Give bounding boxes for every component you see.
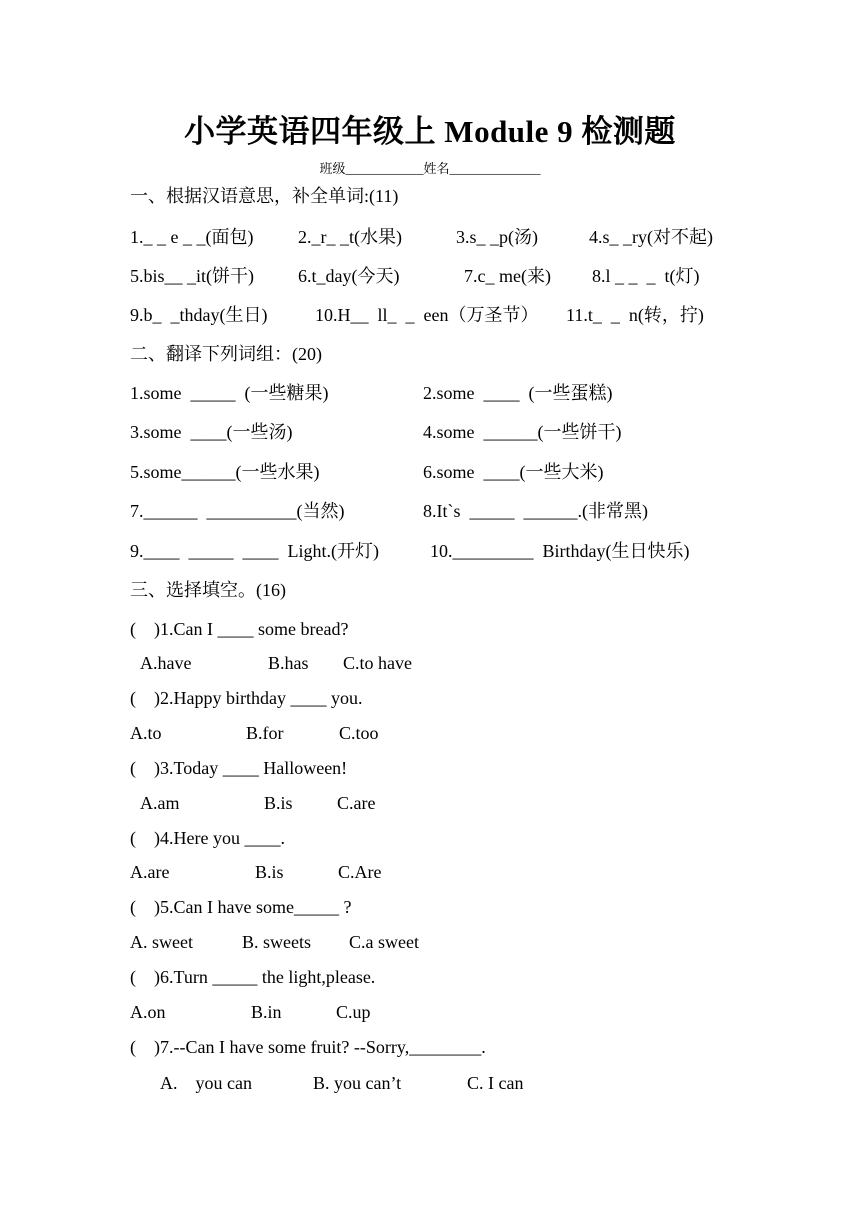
- s2-item-7: 7.______ __________(当然): [130, 501, 345, 521]
- s2-item-8: 8.It`s _____ ______.(非常黑): [423, 501, 648, 521]
- s2-item-6: 6.some ____(一些大米): [423, 462, 604, 482]
- s2-item-1: 1.some _____ (一些糖果): [130, 383, 329, 403]
- q5-option-a: A. sweet: [130, 932, 193, 952]
- s1-item-3: 3.s_ _p(汤): [456, 227, 538, 247]
- class-name-line: 班级____________姓名______________: [319, 161, 541, 176]
- section2-heading: 二、翻译下列词组：(20): [130, 344, 322, 364]
- s1-item-11: 11.t_ _ n(转，拧): [566, 305, 704, 325]
- question-3: ( )3.Today ____ Halloween!: [130, 758, 348, 778]
- q2-option-b: B.for: [246, 723, 284, 743]
- question-7: ( )7.--Can I have some fruit? --Sorry,________.: [130, 1037, 486, 1057]
- q4-option-c: C.Are: [338, 862, 382, 882]
- q6-option-c: C.up: [336, 1002, 371, 1022]
- s1-item-2: 2._r_ _t(水果): [298, 227, 402, 247]
- q6-option-b: B.in: [251, 1002, 282, 1022]
- q1-option-c: C.to have: [343, 653, 412, 673]
- q5-option-b: B. sweets: [242, 932, 311, 952]
- q3-option-c: C.are: [337, 793, 376, 813]
- q4-option-b: B.is: [255, 862, 284, 882]
- q2-option-a: A.to: [130, 723, 162, 743]
- s2-item-5: 5.some______(一些水果): [130, 462, 320, 482]
- question-5: ( )5.Can I have some_____ ?: [130, 897, 352, 917]
- q3-option-a: A.am: [140, 793, 180, 813]
- section3-heading: 三、选择填空。(16): [130, 580, 286, 600]
- s2-item-4: 4.some ______(一些饼干): [423, 422, 622, 442]
- q5-option-c: C.a sweet: [349, 932, 419, 952]
- s1-item-1: 1._ _ e _ _(面包): [130, 227, 254, 247]
- s1-item-10: 10.H__ ll_ _ een（万圣节）: [315, 305, 539, 325]
- s1-item-6: 6.t_day(今天): [298, 266, 400, 286]
- q7-option-a: A. you can: [160, 1073, 252, 1093]
- page-title: 小学英语四年级上 Module 9 检测题: [184, 114, 676, 149]
- q6-option-a: A.on: [130, 1002, 166, 1022]
- q7-option-c: C. I can: [467, 1073, 524, 1093]
- s1-item-8: 8.l _ _ _ t(灯): [592, 266, 700, 286]
- question-6: ( )6.Turn _____ the light,please.: [130, 967, 376, 987]
- s1-item-7: 7.c_ me(来): [464, 266, 551, 286]
- s2-item-10: 10._________ Birthday(生日快乐): [430, 541, 690, 561]
- question-4: ( )4.Here you ____.: [130, 828, 285, 848]
- s1-item-5: 5.bis__ _it(饼干): [130, 266, 254, 286]
- q7-option-b: B. you can’t: [313, 1073, 402, 1093]
- s2-item-3: 3.some ____(一些汤): [130, 422, 293, 442]
- s1-item-4: 4.s_ _ry(对不起): [589, 227, 713, 247]
- question-1: ( )1.Can I ____ some bread?: [130, 619, 349, 639]
- q4-option-a: A.are: [130, 862, 170, 882]
- section1-heading: 一、根据汉语意思，补全单词:(11): [130, 186, 399, 206]
- s2-item-2: 2.some ____ (一些蛋糕): [423, 383, 613, 403]
- q1-option-a: A.have: [140, 653, 192, 673]
- q1-option-b: B.has: [268, 653, 309, 673]
- s1-item-9: 9.b_ _thday(生日): [130, 305, 268, 325]
- question-2: ( )2.Happy birthday ____ you.: [130, 688, 363, 708]
- q2-option-c: C.too: [339, 723, 379, 743]
- q3-option-b: B.is: [264, 793, 293, 813]
- s2-item-9: 9.____ _____ ____ Light.(开灯): [130, 541, 379, 561]
